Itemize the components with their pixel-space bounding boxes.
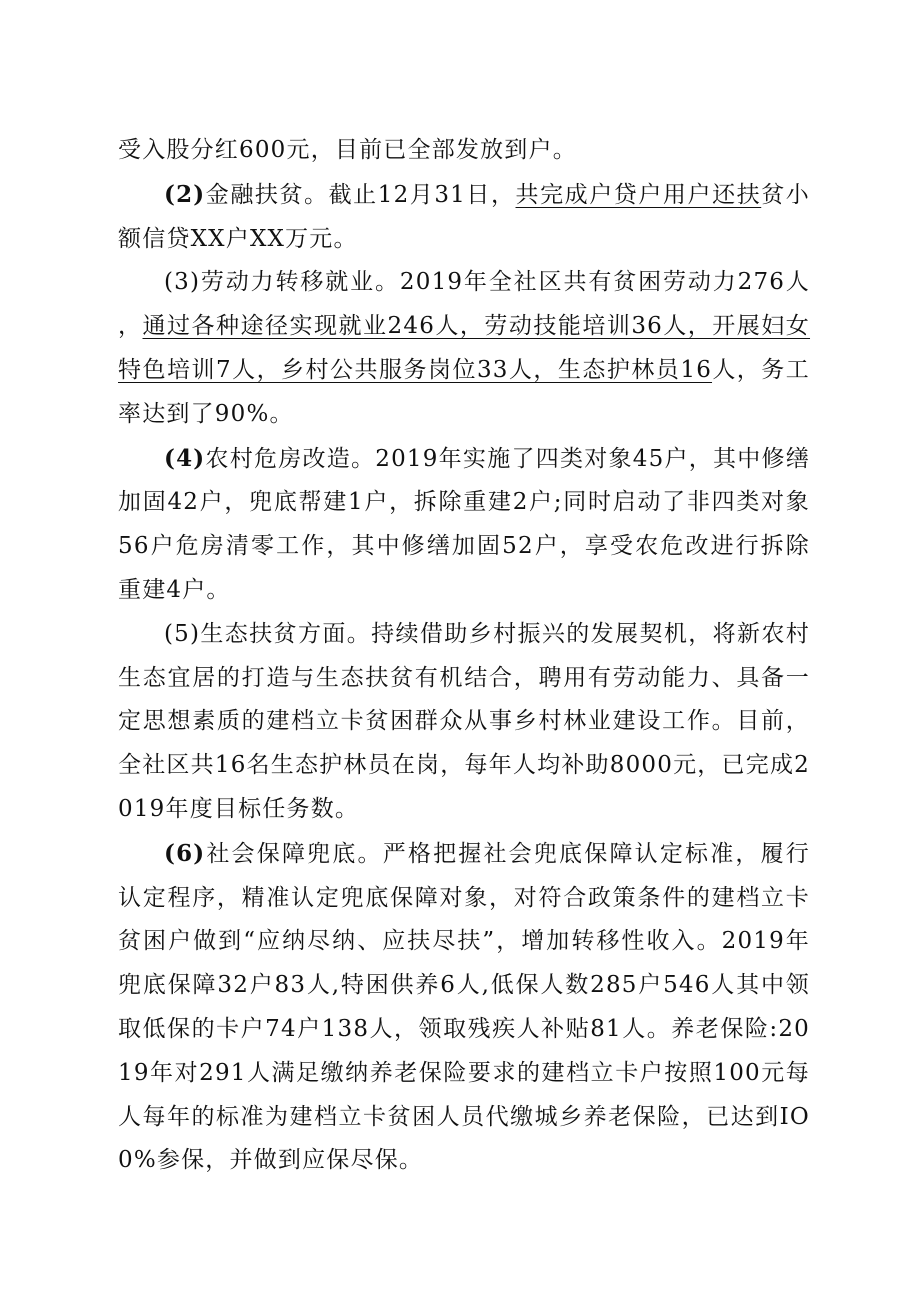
item-number: (2) <box>164 180 206 208</box>
paragraph-labor-transfer-employment <box>118 261 810 436</box>
paragraph-text: 贫小额信贷XX户XX万元。 <box>118 181 810 252</box>
paragraph-text: 人，务工率达到了90%。 <box>118 356 810 427</box>
paragraph-text: 社会保障兜底。严格把握社会兜底保障认定标准，履行认定程序，精准认定兜底保障对象，对符合政策条件的建档立卡贫困户做到“应纳尽纳、应扶尽扶”，增加转移性收入。2019年兜底保障32户83人,特困供养6人,低保人数285户546人其中领取低保的卡户74户138人，领取残疾人补贴81人。养老保险:2019年对291人满足缴纳养老保险要求的建档立卡户按照100元每人每年的标准为建档立卡贫困人员代缴城乡养老保险，已达到IO0%参保，并做到应保尽保。 <box>118 840 810 1174</box>
item-number: (3) <box>164 269 201 296</box>
paragraph-text: 农村危房改造。2019年实施了四类对象45户，其中修缮加固42户，兜底帮建1户，拆除重建2户;同时启动了非四类对象56户危房清零工作，其中修缮加固52户，享受农危改进行拆除重建4户。 <box>118 445 810 603</box>
underlined-text: 通过各种途径实现就业246人，劳动技能培训36人，开展妇女特色培训7人，乡村公共服务岗位33人，生态护林员16 <box>118 313 811 383</box>
paragraph-financial-poverty-alleviation <box>118 173 810 262</box>
paragraph-text: 受入股分红600元，目前已全部发放到户。 <box>118 137 577 163</box>
paragraph-text: 劳动力转移就业。2019年全社区共有贫困劳动力276人， <box>118 269 810 340</box>
paragraph-dividend <box>118 129 810 173</box>
item-number: (4) <box>164 444 206 472</box>
paragraph-text: 金融扶贫。截止12月31日， <box>205 181 516 208</box>
underlined-text: 共完成户贷户用户还扶 <box>515 181 762 208</box>
paragraph-text: 生态扶贫方面。持续借助乡村振兴的发展契机，将新农村生态宜居的打造与生态扶贫有机结合，聘用有劳动能力、具备一定思想素质的建档立卡贫困群众从事乡村林业建设工作。目前，全社区共16名生态护林员在岗，每年人均补助8000元，已完成2019年度目标任务数。 <box>118 620 810 822</box>
paragraph-rural-housing-renovation <box>118 437 810 613</box>
paragraph-social-security <box>118 832 810 1183</box>
item-number: (5) <box>164 620 201 647</box>
paragraph-ecological-poverty-alleviation <box>118 613 810 832</box>
item-number: (6) <box>164 839 206 867</box>
document-page <box>118 129 810 1183</box>
